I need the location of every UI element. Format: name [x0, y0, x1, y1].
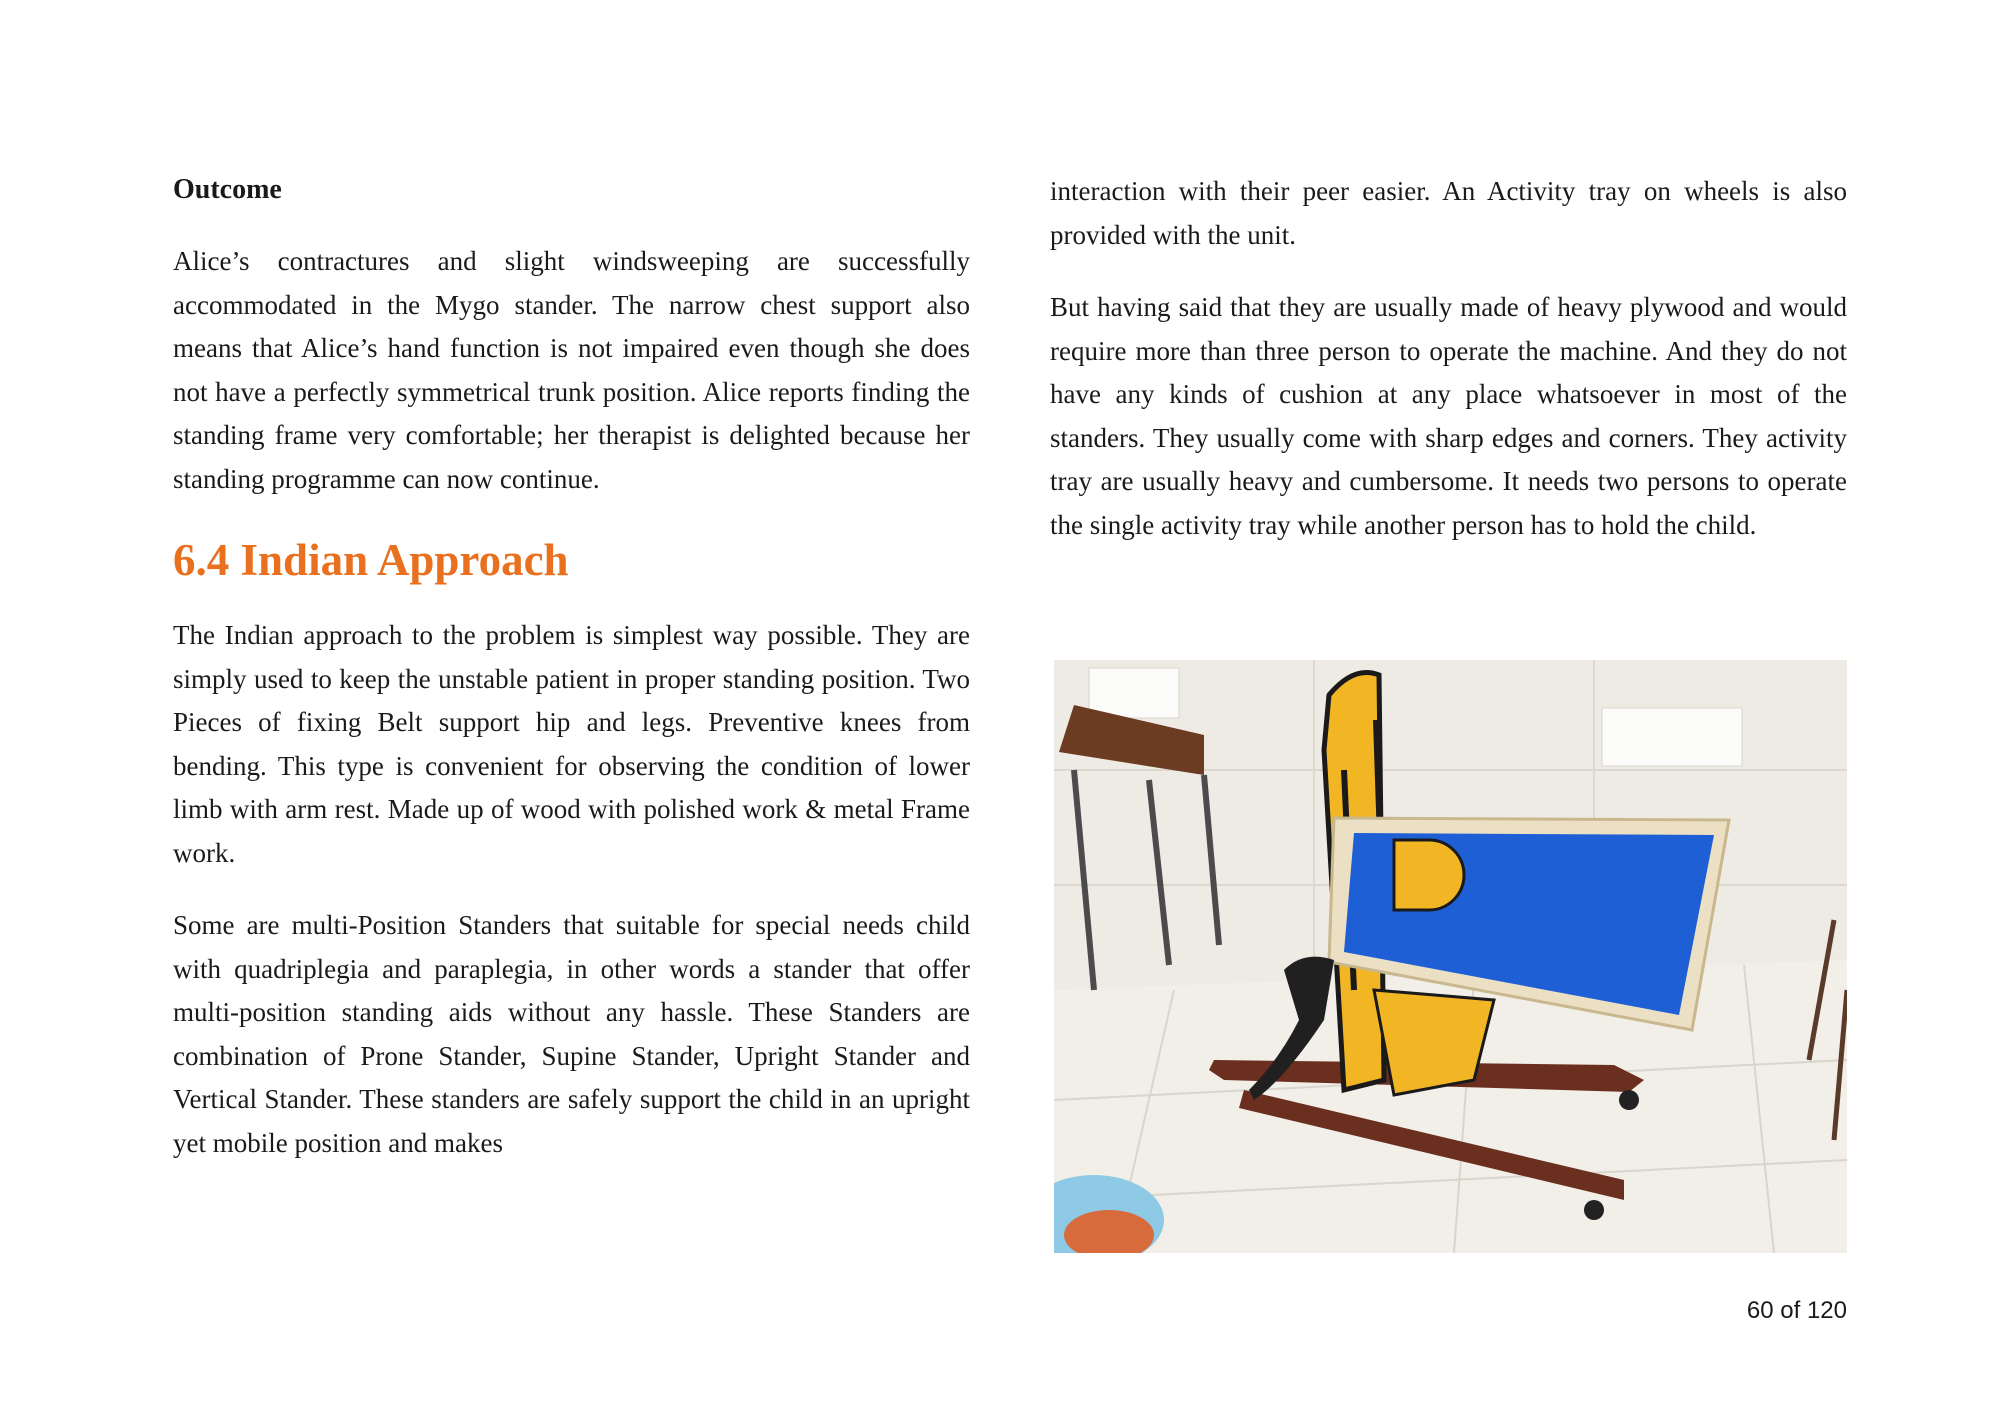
right-column	[1050, 170, 1847, 576]
section-title: 6.4 Indian Approach	[173, 535, 569, 585]
drawbacks-paragraph: But having said that they are usually made of heavy plywood and would require more than three person to operate the machine. And they do not have any kinds of cushion at any place whatsoever in most of the standers. They usually come with sharp edges and corners. They activity tray are usually heavy and cumbersome. It needs two persons to operate the single activity tray while another person has to hold the child.	[1050, 292, 1847, 540]
page-number: 60 of 120	[1746, 1297, 1847, 1324]
stander-illustration	[1054, 660, 1847, 1253]
outcome-paragraph: Alice’s contractures and slight windsweeping are successfully accommodated in the Mygo stander. The narrow chest support also means that Alice’s hand function is not impaired even though she does not have a perfectly symmetrical trunk position. Alice reports finding the standing frame very comfortable; her therapist is delighted because her standing programme can now continue.	[173, 246, 970, 494]
indian-approach-paragraph-2: Some are multi-Position Standers that suitable for special needs child with quadriplegia and paraplegia, in other words a stander that offer multi-position standing aids without any hassle. These Standers are combination of Prone Stander, Supine Stander, Upright Stander and Vertical Stander. These standers are safely support the child in an upright yet mobile position and makes	[173, 910, 970, 1158]
continued-paragraph: interaction with their peer easier. An Activity tray on wheels is also provided with the unit.	[1050, 176, 1847, 250]
left-column	[173, 170, 970, 1194]
indian-approach-paragraph-1: The Indian approach to the problem is simplest way possible. They are simply used to keep the unstable patient in proper standing position. Two Pieces of fixing Belt support hip and legs. Preventive knees from bending. This type is convenient for observing the condition of lower limb with arm rest. Made up of wood with polished work & metal Frame work.	[173, 620, 970, 868]
outcome-heading: Outcome	[173, 174, 282, 205]
stander-photo	[1054, 660, 1847, 1253]
